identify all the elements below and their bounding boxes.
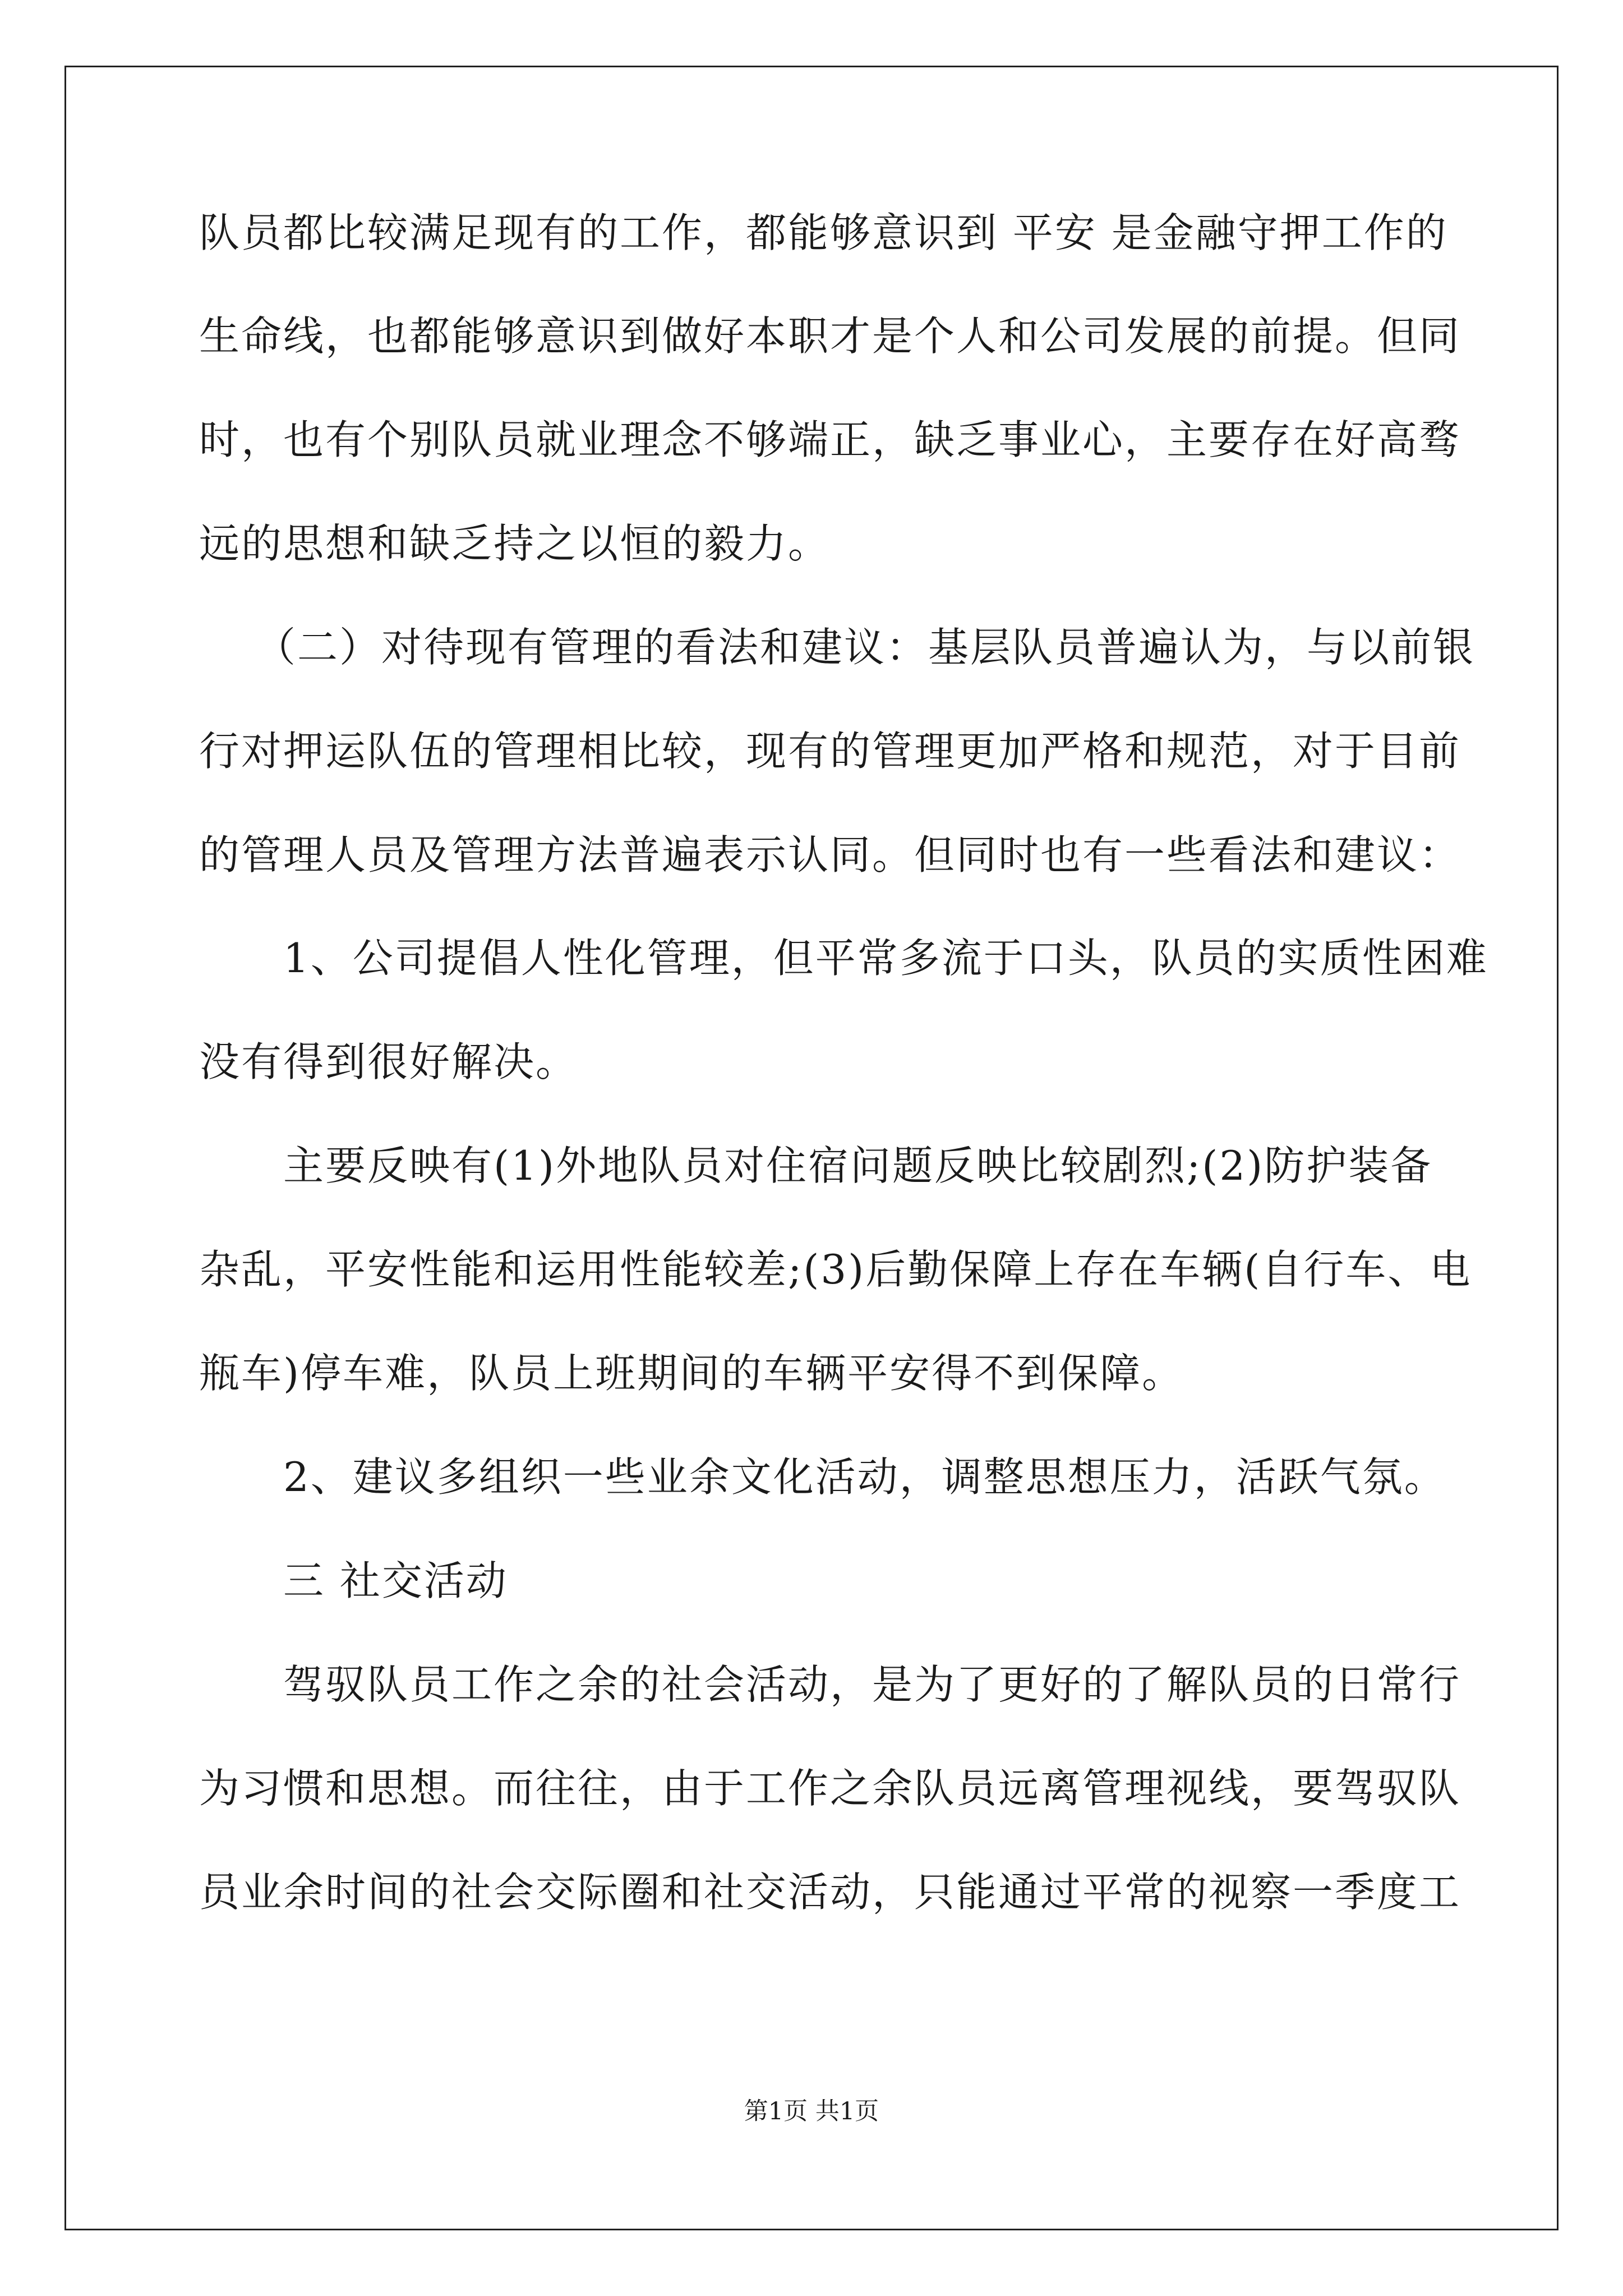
text-line: 时，也有个别队员就业理念不够端正，缺乏事业心，主要存在好高骛 — [199, 416, 1461, 463]
text-line: 没有得到很好解决。 — [199, 1038, 578, 1085]
text-line: 驾驭队员工作之余的社会活动，是为了更好的了解队员的日常行 — [283, 1661, 1461, 1708]
text-line: 为习惯和思想。而往往，由于工作之余队员远离管理视线，要驾驭队 — [199, 1765, 1461, 1812]
text-line: 杂乱，平安性能和运用性能较差;(3)后勤保障上存在车辆(自行车、电 — [199, 1246, 1472, 1293]
text-line: 远的思想和缺乏持之以恒的毅力。 — [199, 520, 831, 567]
text-line: （二）对待现有管理的看法和建议：基层队员普遍认为，与以前银 — [255, 624, 1476, 671]
text-line: 2、建议多组织一些业余文化活动，调整思想压力，活跃气氛。 — [283, 1453, 1446, 1501]
text-line: 生命线，也都能够意识到做好本职才是个人和公司发展的前提。但同 — [199, 312, 1461, 360]
text-line: 的管理人员及管理方法普遍表示认同。但同时也有一些看法和建议： — [199, 831, 1461, 878]
text-line: 瓶车)停车难，队员上班期间的车辆平安得不到保障。 — [199, 1350, 1184, 1397]
text-line: 1、公司提倡人性化管理，但平常多流于口头，队员的实质性困难 — [283, 935, 1488, 982]
section-heading: 三 社交活动 — [283, 1557, 508, 1604]
text-line: 员业余时间的社会交际圈和社交活动，只能通过平常的视察一季度工 — [199, 1869, 1461, 1916]
text-line: 主要反映有(1)外地队员对住宿问题反映比较剧烈;(2)防护装备 — [283, 1142, 1433, 1189]
page-footer: 第1页 共1页 — [744, 2097, 879, 2125]
text-line: 行对押运队伍的管理相比较，现有的管理更加严格和规范，对于目前 — [199, 728, 1461, 775]
text-line: 队员都比较满足现有的工作，都能够意识到 平安 是金融守押工作的 — [199, 209, 1448, 256]
